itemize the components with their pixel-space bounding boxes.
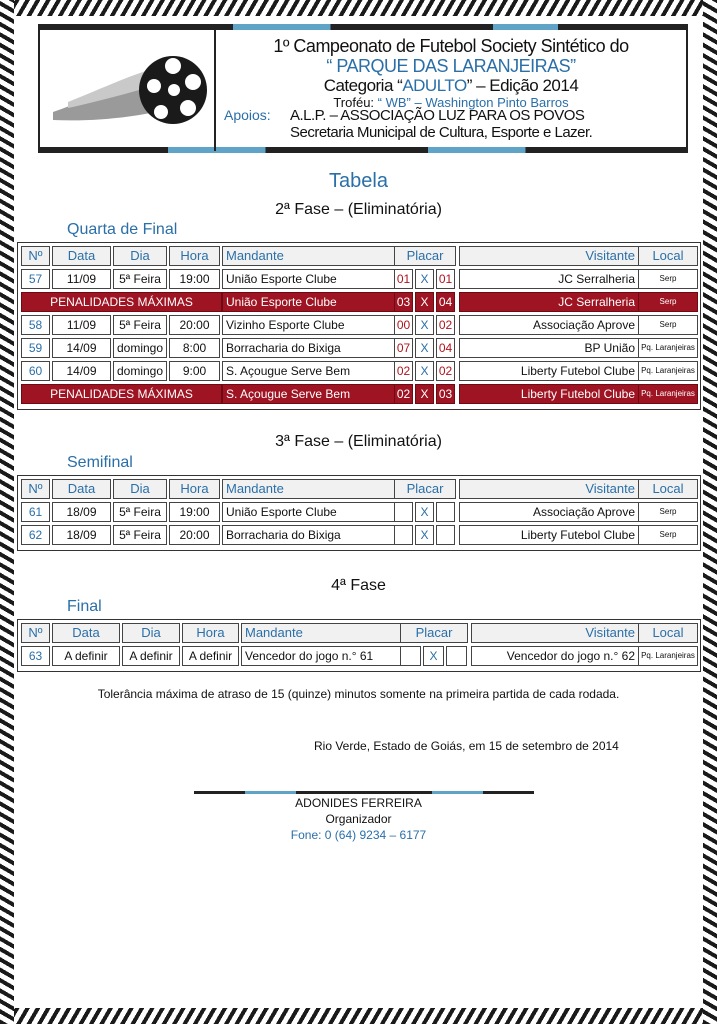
home-team: Vencedor do jogo n.° 61: [241, 646, 401, 666]
title-line-2: “ PARQUE DAS LARANJEIRAS”: [326, 56, 576, 76]
apoios-label: Apoios:: [224, 107, 271, 123]
game-number: 63: [21, 646, 50, 666]
game-number: 58: [21, 315, 50, 335]
score-separator: X: [415, 292, 434, 312]
tolerance-note: Tolerância máxima de atraso de 15 (quinze) minutos somente na primeira partida de cada rodada.: [97, 687, 620, 701]
home-team: Borracharia do Bixiga: [222, 525, 395, 545]
away-team: JC Serralheria: [459, 269, 639, 289]
game-date: 14/09: [52, 361, 111, 381]
home-score: [394, 525, 413, 545]
header-box: [38, 24, 688, 153]
game-time: 20:00: [169, 525, 220, 545]
phase-4-subtitle: Final: [67, 598, 102, 615]
game-date: 11/09: [52, 315, 111, 335]
away-score: 02: [436, 315, 455, 335]
phase-2-subtitle: Quarta de Final: [67, 221, 178, 238]
score-separator: X: [415, 338, 434, 358]
game-number: 61: [21, 502, 50, 522]
game-date: 11/09: [52, 269, 111, 289]
table-row: [18, 525, 700, 545]
penalty-row: [18, 292, 700, 312]
col-num-header: Nº: [21, 479, 50, 499]
home-team: União Esporte Clube: [222, 269, 395, 289]
home-team: S. Açougue Serve Bem: [222, 361, 395, 381]
game-time: 9:00: [169, 361, 220, 381]
col-num-header: Nº: [21, 623, 50, 643]
game-day: A definir: [122, 646, 180, 666]
away-score: 03: [436, 384, 455, 404]
col-dia-header: Dia: [113, 479, 167, 499]
phase-3-subtitle: Semifinal: [67, 454, 133, 471]
signature-name: ADONIDES FERREIRA: [295, 796, 422, 810]
penalty-label: PENALIDADES MÁXIMAS: [21, 292, 222, 312]
col-placar-header: Placar: [394, 246, 456, 266]
game-time: 19:00: [169, 502, 220, 522]
away-score: 01: [436, 269, 455, 289]
signature-phone: Fone: 0 (64) 9234 – 6177: [290, 828, 427, 842]
col-hora-header: Hora: [182, 623, 239, 643]
table-header-row: [18, 246, 700, 266]
game-time: 20:00: [169, 315, 220, 335]
table-row: [18, 502, 700, 522]
title-line-3: Categoria “ADULTO” – Edição 2014: [323, 76, 579, 95]
penalty-row: [18, 384, 700, 404]
trophy-line: Troféu: “ WB” – Washington Pinto Barros: [333, 95, 569, 110]
apoio-1: A.L.P. – ASSOCIAÇÃO LUZ PARA OS POVOS: [290, 107, 585, 124]
ball-logo-icon: [48, 40, 208, 140]
game-location: Pq. Laranjeiras: [638, 646, 698, 666]
game-day: 5ª Feira: [113, 269, 167, 289]
table-row: [18, 269, 700, 289]
home-score: 02: [394, 361, 413, 381]
table-header-row: [18, 623, 700, 643]
col-mandante-header: Mandante: [222, 246, 395, 266]
game-location: Serp: [638, 502, 698, 522]
home-team: Vizinho Esporte Clube: [222, 315, 395, 335]
home-score: 03: [394, 292, 413, 312]
away-team: Liberty Futebol Clube: [459, 525, 639, 545]
home-score: 01: [394, 269, 413, 289]
home-team: S. Açougue Serve Bem: [222, 384, 395, 404]
score-separator: X: [415, 525, 434, 545]
title-line-1: 1º Campeonato de Futebol Society Sintético do: [273, 36, 629, 56]
away-score: 04: [436, 338, 455, 358]
col-local-header: Local: [638, 479, 698, 499]
game-number: 57: [21, 269, 50, 289]
game-number: 62: [21, 525, 50, 545]
table-row: [18, 361, 700, 381]
away-score: [436, 525, 455, 545]
game-number: 59: [21, 338, 50, 358]
col-data-header: Data: [52, 623, 120, 643]
col-dia-header: Dia: [113, 246, 167, 266]
score-separator: X: [415, 315, 434, 335]
col-visitante-header: Visitante: [459, 479, 639, 499]
home-team: União Esporte Clube: [222, 502, 395, 522]
place-date: Rio Verde, Estado de Goiás, em 15 de setembro de 2014: [314, 739, 619, 753]
score-separator: X: [423, 646, 444, 666]
table-header-row: [18, 479, 700, 499]
away-team: Associação Aprove: [459, 502, 639, 522]
game-day: 5ª Feira: [113, 502, 167, 522]
col-num-header: Nº: [21, 246, 50, 266]
home-score: 02: [394, 384, 413, 404]
phase-4-table: [17, 619, 701, 672]
col-visitante-header: Visitante: [471, 623, 639, 643]
home-score: [400, 646, 421, 666]
score-separator: X: [415, 384, 434, 404]
phase-4-title: 4ª Fase: [331, 577, 386, 594]
col-placar-header: Placar: [400, 623, 468, 643]
game-time: 8:00: [169, 338, 220, 358]
apoio-2: Secretaria Municipal de Cultura, Esporte e Lazer.: [290, 124, 593, 141]
col-local-header: Local: [638, 623, 698, 643]
game-date: 14/09: [52, 338, 111, 358]
game-date: 18/09: [52, 525, 111, 545]
away-team: Associação Aprove: [459, 315, 639, 335]
page: [14, 16, 703, 1008]
col-dia-header: Dia: [122, 623, 180, 643]
game-day: domingo: [113, 361, 167, 381]
table-row: [18, 315, 700, 335]
away-team: JC Serralheria: [459, 292, 639, 312]
game-time: 19:00: [169, 269, 220, 289]
away-score: 02: [436, 361, 455, 381]
game-number: 60: [21, 361, 50, 381]
col-placar-header: Placar: [394, 479, 456, 499]
col-mandante-header: Mandante: [222, 479, 395, 499]
game-day: 5ª Feira: [113, 525, 167, 545]
game-location: Serp: [638, 525, 698, 545]
score-separator: X: [415, 361, 434, 381]
game-day: domingo: [113, 338, 167, 358]
col-local-header: Local: [638, 246, 698, 266]
game-date: A definir: [52, 646, 120, 666]
col-data-header: Data: [52, 479, 111, 499]
home-team: União Esporte Clube: [222, 292, 395, 312]
game-location: Serp: [638, 292, 698, 312]
score-separator: X: [415, 502, 434, 522]
home-score: 07: [394, 338, 413, 358]
col-hora-header: Hora: [169, 246, 220, 266]
away-score: 04: [436, 292, 455, 312]
col-mandante-header: Mandante: [241, 623, 401, 643]
away-team: Liberty Futebol Clube: [459, 361, 639, 381]
away-team: BP União: [459, 338, 639, 358]
game-time: A definir: [182, 646, 239, 666]
border-bottom: [0, 1008, 717, 1024]
away-team: Vencedor do jogo n.° 62: [471, 646, 639, 666]
signature-role: Organizador: [325, 812, 392, 826]
phase-3-table: [17, 475, 701, 551]
phase-3-title: 3ª Fase – (Eliminatória): [275, 433, 442, 450]
col-visitante-header: Visitante: [459, 246, 639, 266]
game-date: 18/09: [52, 502, 111, 522]
border-right: [703, 0, 717, 1024]
table-row: [18, 646, 700, 666]
table-row: [18, 338, 700, 358]
away-score: [446, 646, 467, 666]
home-score: [394, 502, 413, 522]
home-score: 00: [394, 315, 413, 335]
page-title: Tabela: [329, 170, 388, 192]
home-team: Borracharia do Bixiga: [222, 338, 395, 358]
phase-2-table: [17, 242, 701, 410]
col-data-header: Data: [52, 246, 111, 266]
score-separator: X: [415, 269, 434, 289]
phase-2-title: 2ª Fase – (Eliminatória): [275, 201, 442, 218]
penalty-label: PENALIDADES MÁXIMAS: [21, 384, 222, 404]
game-location: Pq. Laranjeiras: [638, 361, 698, 381]
game-day: 5ª Feira: [113, 315, 167, 335]
game-location: Pq. Laranjeiras: [638, 384, 698, 404]
game-location: Serp: [638, 315, 698, 335]
away-score: [436, 502, 455, 522]
border-top: [0, 0, 717, 16]
away-team: Liberty Futebol Clube: [459, 384, 639, 404]
game-location: Pq. Laranjeiras: [638, 338, 698, 358]
game-location: Serp: [638, 269, 698, 289]
col-hora-header: Hora: [169, 479, 220, 499]
border-left: [0, 0, 14, 1024]
signature-line: [194, 791, 534, 794]
